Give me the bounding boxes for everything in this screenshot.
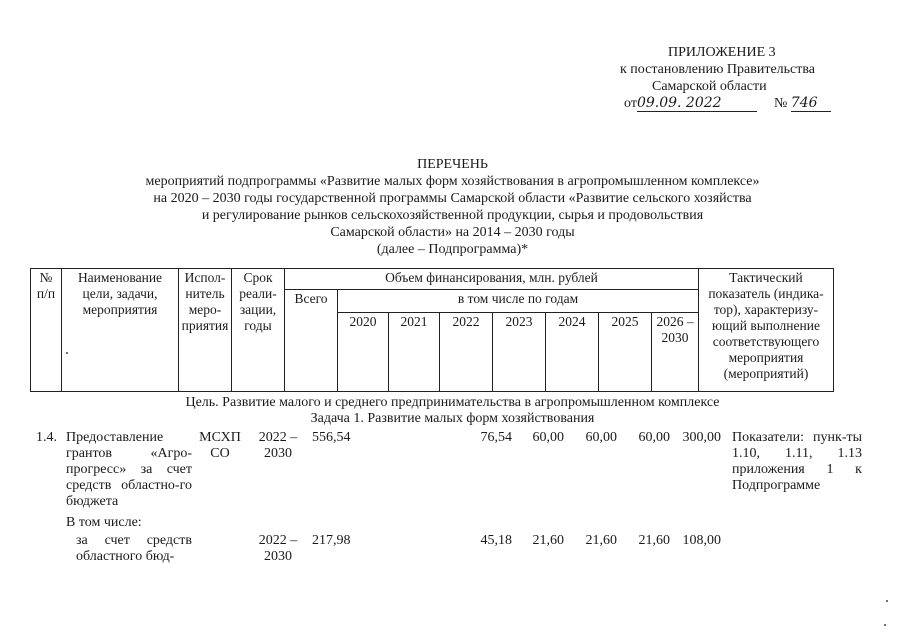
row-3-term: 2022 – 2030: [258, 533, 298, 564]
date-prefix: от: [624, 96, 637, 111]
header-col-term: Срок реали-зации, годы: [232, 269, 285, 392]
scan-speck: [886, 600, 888, 602]
title-line2: на 2020 – 2030 годы государственной программы Самарской области «Развитие сельского хозяйства: [153, 191, 752, 206]
header-year-2022: 2022: [440, 313, 493, 392]
header-year-2020: 2020: [338, 313, 389, 392]
row-3-name: за счет средств областного бюд-: [76, 533, 192, 564]
row-1-y2025: 60,00: [638, 430, 670, 445]
header-col-funding: Объем финансирования, млн. рублей: [285, 269, 699, 290]
appendix-line3: Самарской области: [652, 79, 767, 94]
title-line5: (далее – Подпрограмма)*: [376, 242, 529, 257]
header-col-name: Наименование цели, задачи, мероприятия: [62, 269, 179, 392]
row-1-y2023: 60,00: [532, 430, 564, 445]
appendix-line2: к постановлению Правительства: [620, 62, 816, 77]
row-1-term: 2022 – 2030: [258, 430, 298, 461]
row-1-number: 1.4.: [36, 430, 57, 445]
row-1-y2026-2030: 300,00: [682, 430, 721, 445]
document-title: [0, 156, 905, 258]
row-3-total: 217,98: [312, 533, 351, 548]
header-year-2024: 2024: [546, 313, 599, 392]
row-1-total: 556,54: [312, 430, 351, 445]
row-1-executor: МСХП СО: [199, 430, 241, 461]
handwritten-number: 746: [791, 95, 831, 112]
row-3-y2025: 21,60: [638, 533, 670, 548]
title-line1: мероприятий подпрограммы «Развитие малых форм хозяйствования в агропромышленном комплексе»: [145, 174, 760, 189]
handwritten-date: 09.09. 2022: [637, 95, 757, 112]
appendix-title: ПРИЛОЖЕНИЕ 3: [668, 45, 776, 60]
appendix-block: [600, 44, 860, 95]
header-col-executor: Испол-нитель меро-приятия: [179, 269, 232, 392]
row-3-y2023: 21,60: [532, 533, 564, 548]
row-1-indicator: Показатели: пунк-ты 1.10, 1.11, 1.13 приложения 1 к Подпрограмме: [732, 430, 862, 493]
goal-line: Цель. Развитие малого и среднего предпринимательства в агропромышленном комплексе: [185, 395, 720, 410]
table-header: [30, 268, 834, 392]
title-heading: ПЕРЕЧЕНЬ: [417, 157, 488, 172]
row-3-y2022: 45,18: [480, 533, 512, 548]
header-year-2026-2030: 2026 – 2030: [652, 313, 699, 392]
row-1-y2024: 60,00: [585, 430, 617, 445]
row-1-y2022: 76,54: [480, 430, 512, 445]
date-number-line: [624, 95, 831, 112]
title-line4: Самарской области» на 2014 – 2030 годы: [330, 225, 575, 240]
header-col-by-years: в том числе по годам: [338, 290, 699, 313]
row-3-y2024: 21,60: [585, 533, 617, 548]
header-col-total: Всего: [285, 290, 338, 392]
row-2-name: В том числе:: [66, 515, 142, 530]
number-prefix: №: [773, 96, 788, 111]
row-3-y2026-2030: 108,00: [682, 533, 721, 548]
row-1-name: Предоставление грантов «Агро-прогресс» за счет средств областно-го бюджета: [66, 430, 192, 509]
header-year-2025: 2025: [599, 313, 652, 392]
header-year-2023: 2023: [493, 313, 546, 392]
title-line3: и регулирование рынков сельскохозяйственной продукции, сырья и продовольствия: [201, 208, 704, 223]
header-col-no: № п/п: [31, 269, 62, 392]
task-line: Задача 1. Развитие малых форм хозяйствования: [310, 411, 595, 426]
scan-speck: [66, 352, 68, 354]
scan-speck: [884, 624, 886, 626]
header-year-2021: 2021: [389, 313, 440, 392]
header-col-indicator: Тактический показатель (индика-тор), характеризу-ющий выполнение соответствующего мероприятия (мероприятий): [699, 269, 834, 392]
